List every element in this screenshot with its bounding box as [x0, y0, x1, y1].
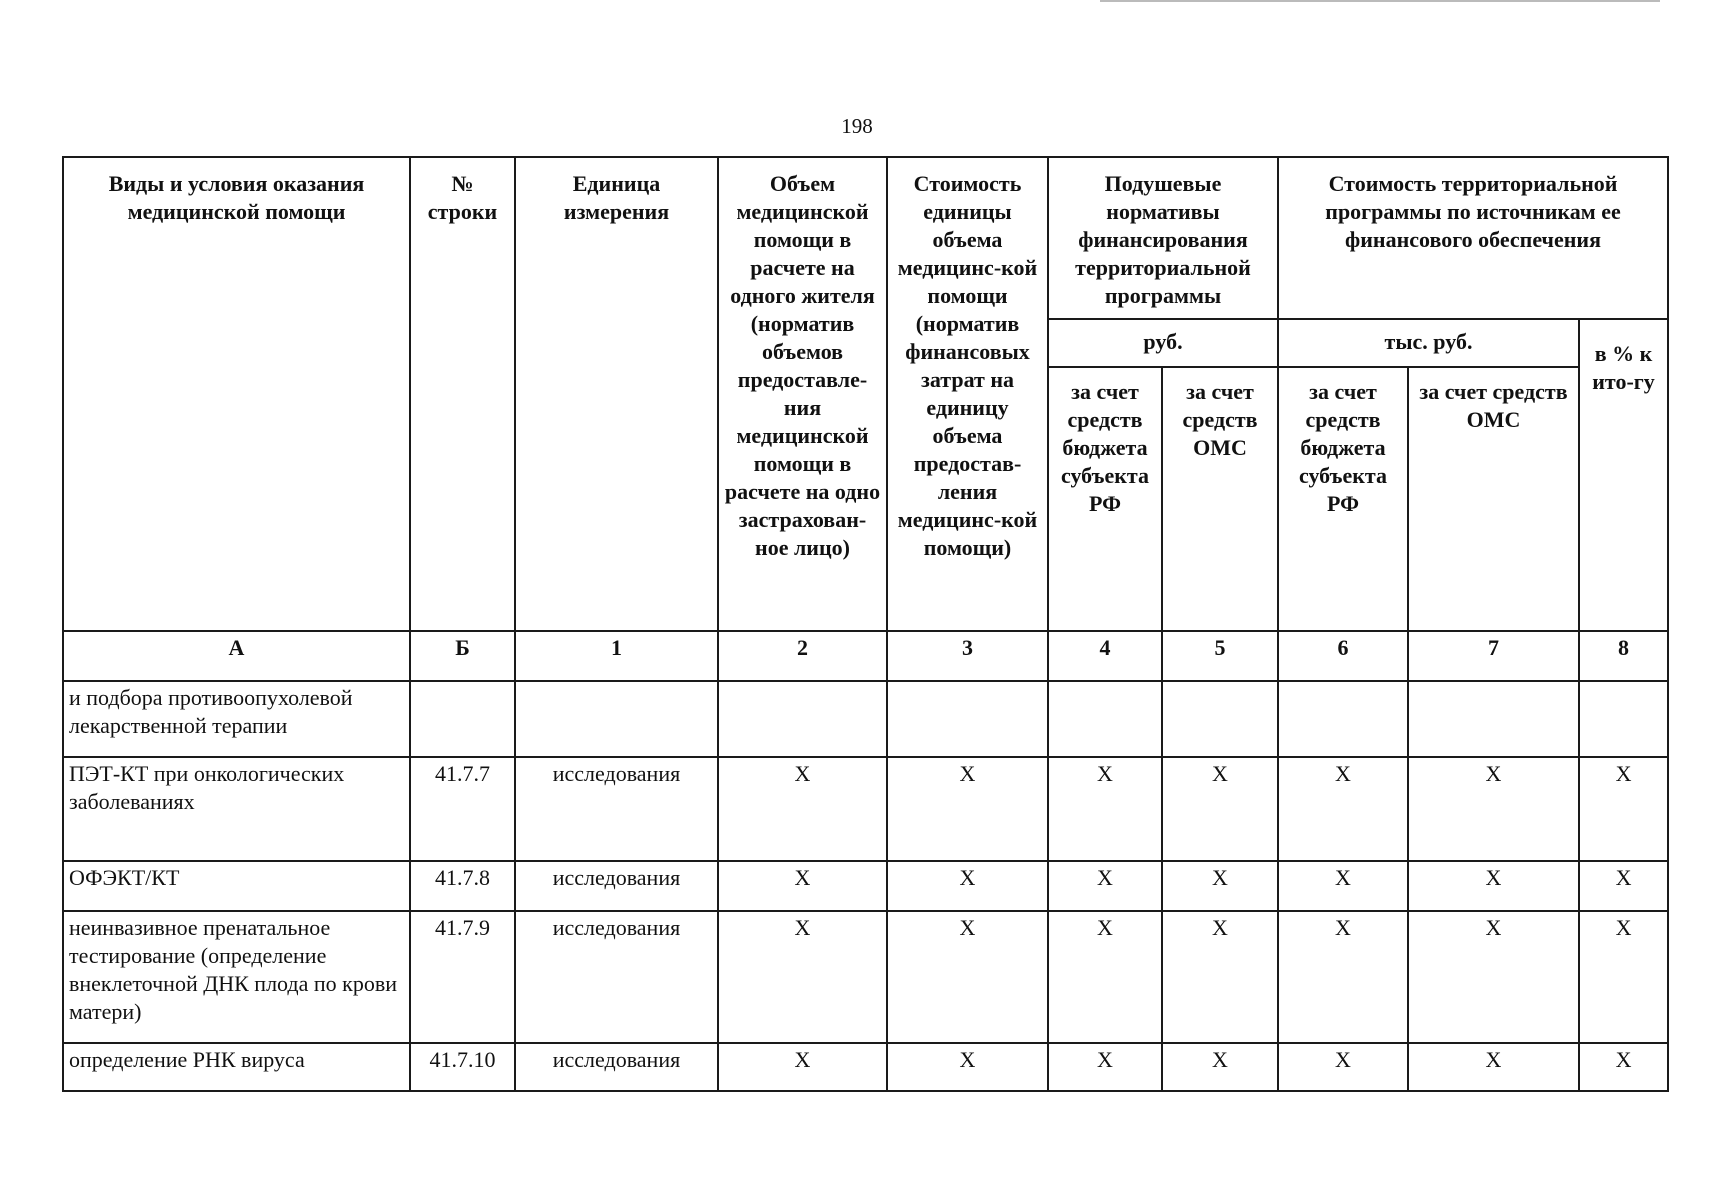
row-value: X: [1408, 1043, 1579, 1091]
row-name: и подбора противоопухолевой лекарственной терапии: [63, 681, 410, 757]
row-unit: исследования: [515, 757, 718, 861]
column-number-row: [63, 631, 1668, 681]
row-value: X: [887, 861, 1048, 911]
row-value: X: [1579, 1043, 1668, 1091]
row-value: X: [1162, 911, 1278, 1043]
row-value: X: [1579, 911, 1668, 1043]
column-number: 5: [1162, 631, 1278, 681]
row-line-number: 41.7.9: [410, 911, 515, 1043]
row-value: [1048, 681, 1162, 757]
row-line-number: 41.7.7: [410, 757, 515, 861]
header-col-3: Стоимость единицы объема медицинс-кой помощи (норматив финансовых затрат на единицу объема предостав-ления медицинс-кой помощи): [887, 157, 1048, 631]
row-unit: исследования: [515, 861, 718, 911]
row-value: X: [1162, 861, 1278, 911]
header-col-8: в % к ито-гу: [1579, 319, 1668, 631]
header-unit-rub: руб.: [1048, 319, 1278, 367]
row-value: X: [718, 911, 887, 1043]
row-value: X: [1048, 757, 1162, 861]
financing-table: [62, 156, 1669, 1092]
column-number: 6: [1278, 631, 1408, 681]
row-value: X: [1579, 861, 1668, 911]
table-row: [63, 861, 1668, 911]
row-unit: исследования: [515, 911, 718, 1043]
header-col-6: за счет средств бюджета субъекта РФ: [1278, 367, 1408, 631]
row-line-number: [410, 681, 515, 757]
header-unit-thous-rub: тыс. руб.: [1278, 319, 1579, 367]
header-col-5: за счет средств ОМС: [1162, 367, 1278, 631]
header-col-a: Виды и условия оказания медицинской помощи: [63, 157, 410, 631]
row-line-number: 41.7.10: [410, 1043, 515, 1091]
column-number: 7: [1408, 631, 1579, 681]
column-number: 4: [1048, 631, 1162, 681]
row-value: X: [1278, 1043, 1408, 1091]
row-name: неинвазивное пренатальное тестирование (определение внеклеточной ДНК плода по крови матери): [63, 911, 410, 1043]
header-group-percapita: Подушевые нормативы финансирования территориальной программы: [1048, 157, 1278, 319]
row-value: [1408, 681, 1579, 757]
row-value: [718, 681, 887, 757]
header-col-b: № строки: [410, 157, 515, 631]
column-number: А: [63, 631, 410, 681]
column-number: Б: [410, 631, 515, 681]
row-name: ОФЭКТ/КТ: [63, 861, 410, 911]
table-row: [63, 757, 1668, 861]
table-row: [63, 911, 1668, 1043]
header-col-7: за счет средств ОМС: [1408, 367, 1579, 631]
row-value: X: [1408, 757, 1579, 861]
row-value: X: [1278, 861, 1408, 911]
row-value: X: [1278, 911, 1408, 1043]
row-value: [1278, 681, 1408, 757]
header-col-4: за счет средств бюджета субъекта РФ: [1048, 367, 1162, 631]
row-value: X: [718, 861, 887, 911]
row-value: [1162, 681, 1278, 757]
row-value: X: [1278, 757, 1408, 861]
row-value: X: [1408, 911, 1579, 1043]
row-value: X: [887, 757, 1048, 861]
header-group-cost: Стоимость территориальной программы по источникам ее финансового обеспечения: [1278, 157, 1668, 319]
row-value: X: [887, 911, 1048, 1043]
row-value: X: [718, 757, 887, 861]
column-number: 3: [887, 631, 1048, 681]
row-value: X: [1162, 1043, 1278, 1091]
table-row: [63, 681, 1668, 757]
row-value: X: [1048, 861, 1162, 911]
row-value: X: [718, 1043, 887, 1091]
row-value: X: [887, 1043, 1048, 1091]
header-col-1: Единица измерения: [515, 157, 718, 631]
page-number: 198: [841, 114, 873, 138]
table-row: [63, 1043, 1668, 1091]
row-value: X: [1048, 1043, 1162, 1091]
row-value: [887, 681, 1048, 757]
column-number: 2: [718, 631, 887, 681]
column-number: 1: [515, 631, 718, 681]
row-value: [1579, 681, 1668, 757]
row-value: X: [1579, 757, 1668, 861]
row-name: ПЭТ-КТ при онкологических заболеваниях: [63, 757, 410, 861]
row-unit: [515, 681, 718, 757]
row-name: определение РНК вируса: [63, 1043, 410, 1091]
header-col-2: Объем медицинской помощи в расчете на одного жителя (норматив объемов предоставле-ния медицинской помощи в расчете на одно застрахован-ное лицо): [718, 157, 887, 631]
row-value: X: [1162, 757, 1278, 861]
row-value: X: [1408, 861, 1579, 911]
column-number: 8: [1579, 631, 1668, 681]
row-line-number: 41.7.8: [410, 861, 515, 911]
row-value: X: [1048, 911, 1162, 1043]
scan-edge-line: [1100, 0, 1660, 2]
row-unit: исследования: [515, 1043, 718, 1091]
